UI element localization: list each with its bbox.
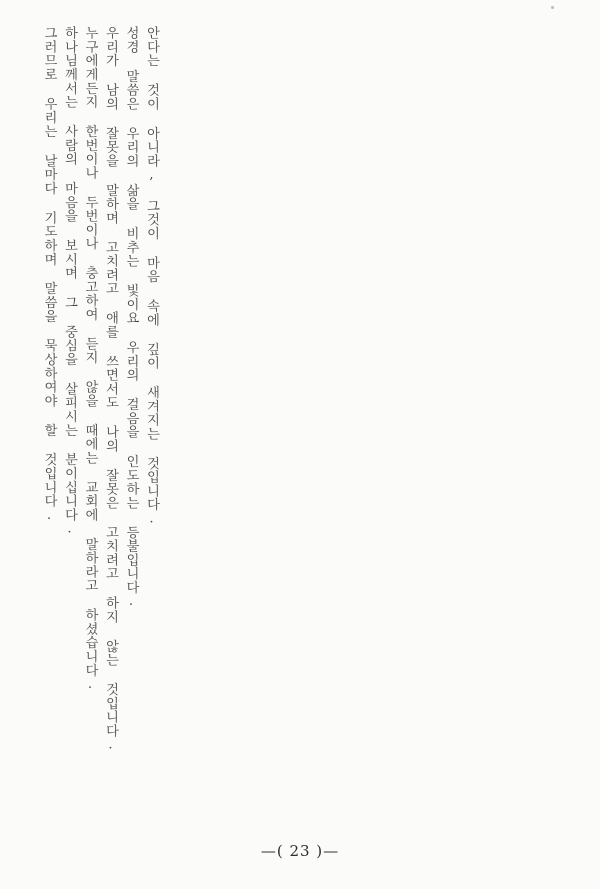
text-column: 안다는 것이 아니라, 그것이 마음 속에 깊이 새겨지는 것입니다. [144, 26, 159, 527]
scan-speck [551, 6, 554, 9]
text-column: 누구에게든지 한번이나 두번이나 충고하여 듣지 않을 때에는 교회에 말하라고 하셨습니다. [82, 26, 98, 693]
vertical-text-body [38, 26, 161, 806]
text-column: 그러므로 우리는 날마다 기도하며 말씀을 묵상하여야 할 것입니다. [41, 26, 57, 524]
text-column: 성경 말씀은 우리의 삶을 비추는 빛이요 우리의 걸음을 인도하는 등불입니다. [123, 26, 139, 610]
text-column: 우리가 남의 잘못을 말하며 고치려고 애를 쓰면서도 나의 잘못은 고치려고 하지 않는 것입니다. [103, 26, 118, 754]
text-column: 하나님께서는 사람의 마음을 보시며 그 중심을 살피시는 분이십니다. [62, 26, 77, 538]
page-number: —( 23 )— [260, 842, 340, 860]
text-area [38, 26, 578, 816]
